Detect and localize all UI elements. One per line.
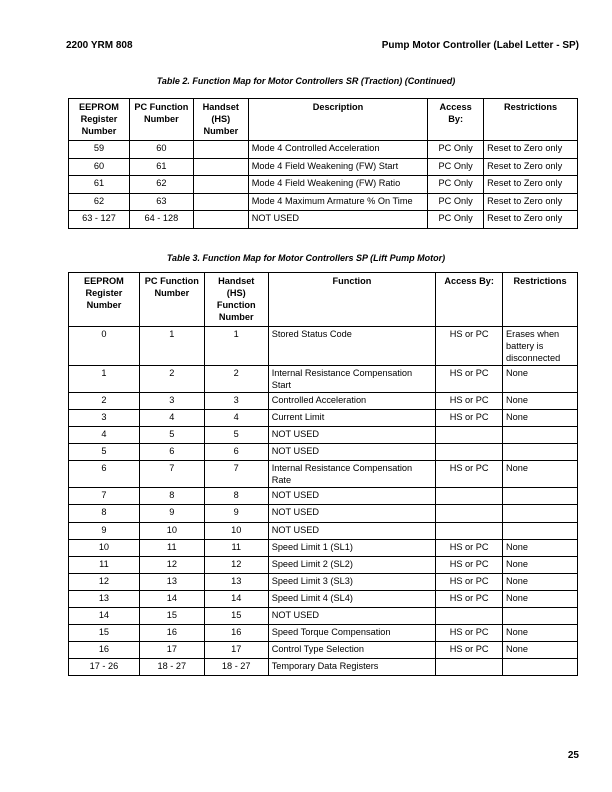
table-cell: Reset to Zero only xyxy=(484,176,578,194)
table-cell: Reset to Zero only xyxy=(484,211,578,229)
table-cell xyxy=(503,444,578,461)
table2-header-cell: Description xyxy=(248,99,427,141)
table-cell: None xyxy=(503,573,578,590)
table-cell: Reset to Zero only xyxy=(484,158,578,176)
table-cell: None xyxy=(503,393,578,410)
table-cell: 13 xyxy=(204,573,268,590)
table-cell: Reset to Zero only xyxy=(484,193,578,211)
table-row xyxy=(69,427,578,444)
table-cell xyxy=(193,176,248,194)
table-cell: None xyxy=(503,410,578,427)
table-cell xyxy=(503,427,578,444)
table-cell: 10 xyxy=(139,522,204,539)
table-cell: 63 xyxy=(129,193,193,211)
table-cell: 1 xyxy=(69,366,140,393)
table3-header-cell: Handset (HS) Function Number xyxy=(204,273,268,327)
table-cell: Erases when battery is disconnected xyxy=(503,327,578,366)
table-cell: Mode 4 Field Weakening (FW) Ratio xyxy=(248,176,427,194)
table-cell: NOT USED xyxy=(268,505,436,522)
table-row xyxy=(69,393,578,410)
table-cell: 9 xyxy=(204,505,268,522)
table-row xyxy=(69,556,578,573)
table-cell: None xyxy=(503,556,578,573)
table-cell: PC Only xyxy=(428,211,484,229)
table-cell: 14 xyxy=(139,590,204,607)
table-cell: 12 xyxy=(139,556,204,573)
table-cell: 14 xyxy=(204,590,268,607)
table-cell: 61 xyxy=(69,176,130,194)
table-cell: 5 xyxy=(139,427,204,444)
table2-header-row xyxy=(69,99,578,141)
table-cell xyxy=(436,608,503,625)
table-cell: HS or PC xyxy=(436,366,503,393)
table-cell: 16 xyxy=(69,642,140,659)
table-cell: 63 - 127 xyxy=(69,211,130,229)
table-row xyxy=(69,410,578,427)
table-cell: Internal Resistance Compensation Rate xyxy=(268,461,436,488)
table2-header-cell: EEPROM Register Number xyxy=(69,99,130,141)
table-cell xyxy=(503,505,578,522)
table-cell: 3 xyxy=(204,393,268,410)
table-cell: PC Only xyxy=(428,193,484,211)
table-cell: 14 xyxy=(69,608,140,625)
table-cell: 12 xyxy=(204,556,268,573)
table-cell: None xyxy=(503,642,578,659)
table-cell: 18 - 27 xyxy=(204,659,268,676)
table-cell: HS or PC xyxy=(436,573,503,590)
table-cell: 15 xyxy=(204,608,268,625)
table-cell xyxy=(503,659,578,676)
table-cell xyxy=(436,659,503,676)
table-cell xyxy=(193,158,248,176)
table-cell: Speed Torque Compensation xyxy=(268,625,436,642)
table-cell: 0 xyxy=(69,327,140,366)
table-cell xyxy=(436,505,503,522)
table2-header-cell: Handset (HS) Number xyxy=(193,99,248,141)
table-cell: 17 - 26 xyxy=(69,659,140,676)
table-cell: HS or PC xyxy=(436,393,503,410)
table-cell: 1 xyxy=(204,327,268,366)
table-cell: 7 xyxy=(139,461,204,488)
table-cell: 18 - 27 xyxy=(139,659,204,676)
table-cell: Temporary Data Registers xyxy=(268,659,436,676)
table-cell: 9 xyxy=(69,522,140,539)
table-cell: 64 - 128 xyxy=(129,211,193,229)
table-cell: 10 xyxy=(69,539,140,556)
table-cell: Mode 4 Maximum Armature % On Time xyxy=(248,193,427,211)
table-row xyxy=(69,327,578,366)
table2-function-map-sr xyxy=(68,98,578,229)
table-cell: 62 xyxy=(69,193,130,211)
table-cell: NOT USED xyxy=(268,444,436,461)
table-cell: 5 xyxy=(69,444,140,461)
table-cell: Speed Limit 2 (SL2) xyxy=(268,556,436,573)
table-cell: 10 xyxy=(204,522,268,539)
table-cell: 6 xyxy=(139,444,204,461)
table-cell: Speed Limit 4 (SL4) xyxy=(268,590,436,607)
table-cell xyxy=(436,427,503,444)
table-cell: 16 xyxy=(139,625,204,642)
table-cell: 17 xyxy=(139,642,204,659)
table3-body xyxy=(69,327,578,676)
table-cell: 4 xyxy=(69,427,140,444)
table-cell: PC Only xyxy=(428,176,484,194)
table-cell: HS or PC xyxy=(436,590,503,607)
table-row xyxy=(69,461,578,488)
table-cell: HS or PC xyxy=(436,556,503,573)
table3-header-cell: Function xyxy=(268,273,436,327)
table-cell: None xyxy=(503,625,578,642)
table-row xyxy=(69,642,578,659)
table-cell: PC Only xyxy=(428,141,484,159)
table-cell xyxy=(503,522,578,539)
table-row xyxy=(69,193,578,211)
table-cell: 4 xyxy=(204,410,268,427)
table-cell: HS or PC xyxy=(436,461,503,488)
table-cell: HS or PC xyxy=(436,642,503,659)
table-cell: 13 xyxy=(69,590,140,607)
table-row xyxy=(69,625,578,642)
table3-function-map-sp xyxy=(68,272,578,676)
table-cell: 12 xyxy=(69,573,140,590)
table-cell: 8 xyxy=(139,488,204,505)
table-cell: 4 xyxy=(139,410,204,427)
table-cell: 17 xyxy=(204,642,268,659)
table-cell: Mode 4 Controlled Acceleration xyxy=(248,141,427,159)
table-cell: PC Only xyxy=(428,158,484,176)
table-row xyxy=(69,158,578,176)
table-row xyxy=(69,608,578,625)
table-row xyxy=(69,488,578,505)
table-cell: None xyxy=(503,539,578,556)
table-cell: 13 xyxy=(139,573,204,590)
table-cell: 62 xyxy=(129,176,193,194)
table-cell xyxy=(193,193,248,211)
table-cell: 11 xyxy=(139,539,204,556)
table-cell: NOT USED xyxy=(268,522,436,539)
table3-header-cell: EEPROM Register Number xyxy=(69,273,140,327)
table-cell xyxy=(193,141,248,159)
table-cell: NOT USED xyxy=(248,211,427,229)
table-row xyxy=(69,505,578,522)
page-number: 25 xyxy=(567,750,579,761)
table-cell: None xyxy=(503,590,578,607)
table3-header-row xyxy=(69,273,578,327)
table-cell: HS or PC xyxy=(436,625,503,642)
table3-caption: Table 3. Function Map for Motor Controllers SP (Lift Pump Motor) xyxy=(166,253,446,263)
table-cell: 60 xyxy=(69,158,130,176)
table2-header-cell: PC Function Number xyxy=(129,99,193,141)
table-cell: 11 xyxy=(204,539,268,556)
table-cell: Reset to Zero only xyxy=(484,141,578,159)
table-cell: 16 xyxy=(204,625,268,642)
table-cell: 6 xyxy=(69,461,140,488)
table3-header-cell: Access By: xyxy=(436,273,503,327)
table-row xyxy=(69,176,578,194)
table-cell: 6 xyxy=(204,444,268,461)
document-id: 2200 YRM 808 xyxy=(66,40,133,51)
section-title: Pump Motor Controller (Label Letter - SP) xyxy=(381,40,579,51)
table-cell: 5 xyxy=(204,427,268,444)
table-cell xyxy=(193,211,248,229)
table-cell: 2 xyxy=(204,366,268,393)
table-cell xyxy=(503,488,578,505)
table2-caption: Table 2. Function Map for Motor Controllers SR (Traction) (Continued) xyxy=(156,76,456,86)
table-cell: Control Type Selection xyxy=(268,642,436,659)
table-cell: Controlled Acceleration xyxy=(268,393,436,410)
table-cell: 3 xyxy=(69,410,140,427)
table-cell: 9 xyxy=(139,505,204,522)
table-cell xyxy=(436,522,503,539)
table2-body xyxy=(69,141,578,229)
table-cell xyxy=(436,488,503,505)
table-cell: None xyxy=(503,461,578,488)
table-row xyxy=(69,522,578,539)
table-cell: 15 xyxy=(69,625,140,642)
table-row xyxy=(69,141,578,159)
table-cell: 7 xyxy=(204,461,268,488)
table-cell: Current Limit xyxy=(268,410,436,427)
table-cell: 61 xyxy=(129,158,193,176)
table-row xyxy=(69,573,578,590)
table-cell: Speed Limit 3 (SL3) xyxy=(268,573,436,590)
table3-header-cell: PC Function Number xyxy=(139,273,204,327)
table3-header-cell: Restrictions xyxy=(503,273,578,327)
table-cell: 8 xyxy=(69,505,140,522)
table-cell: Mode 4 Field Weakening (FW) Start xyxy=(248,158,427,176)
table-cell: 59 xyxy=(69,141,130,159)
table-cell: 60 xyxy=(129,141,193,159)
table-cell: Stored Status Code xyxy=(268,327,436,366)
table-row xyxy=(69,590,578,607)
table-cell: HS or PC xyxy=(436,539,503,556)
table-row xyxy=(69,539,578,556)
table-cell: 3 xyxy=(139,393,204,410)
table-cell: 1 xyxy=(139,327,204,366)
table-cell: 7 xyxy=(69,488,140,505)
table-row xyxy=(69,211,578,229)
table-cell: None xyxy=(503,366,578,393)
table-cell: 8 xyxy=(204,488,268,505)
table-cell: 2 xyxy=(139,366,204,393)
table-row xyxy=(69,659,578,676)
table-cell: 2 xyxy=(69,393,140,410)
table-cell: HS or PC xyxy=(436,410,503,427)
table-cell: 15 xyxy=(139,608,204,625)
table2-header-cell: Access By: xyxy=(428,99,484,141)
table2-header-cell: Restrictions xyxy=(484,99,578,141)
table-cell: NOT USED xyxy=(268,608,436,625)
table-cell: Internal Resistance Compensation Start xyxy=(268,366,436,393)
table-cell: Speed Limit 1 (SL1) xyxy=(268,539,436,556)
table-row xyxy=(69,444,578,461)
table-cell xyxy=(436,444,503,461)
table-cell xyxy=(503,608,578,625)
table-cell: HS or PC xyxy=(436,327,503,366)
table-cell: NOT USED xyxy=(268,488,436,505)
table-cell: NOT USED xyxy=(268,427,436,444)
table-cell: 11 xyxy=(69,556,140,573)
table-row xyxy=(69,366,578,393)
